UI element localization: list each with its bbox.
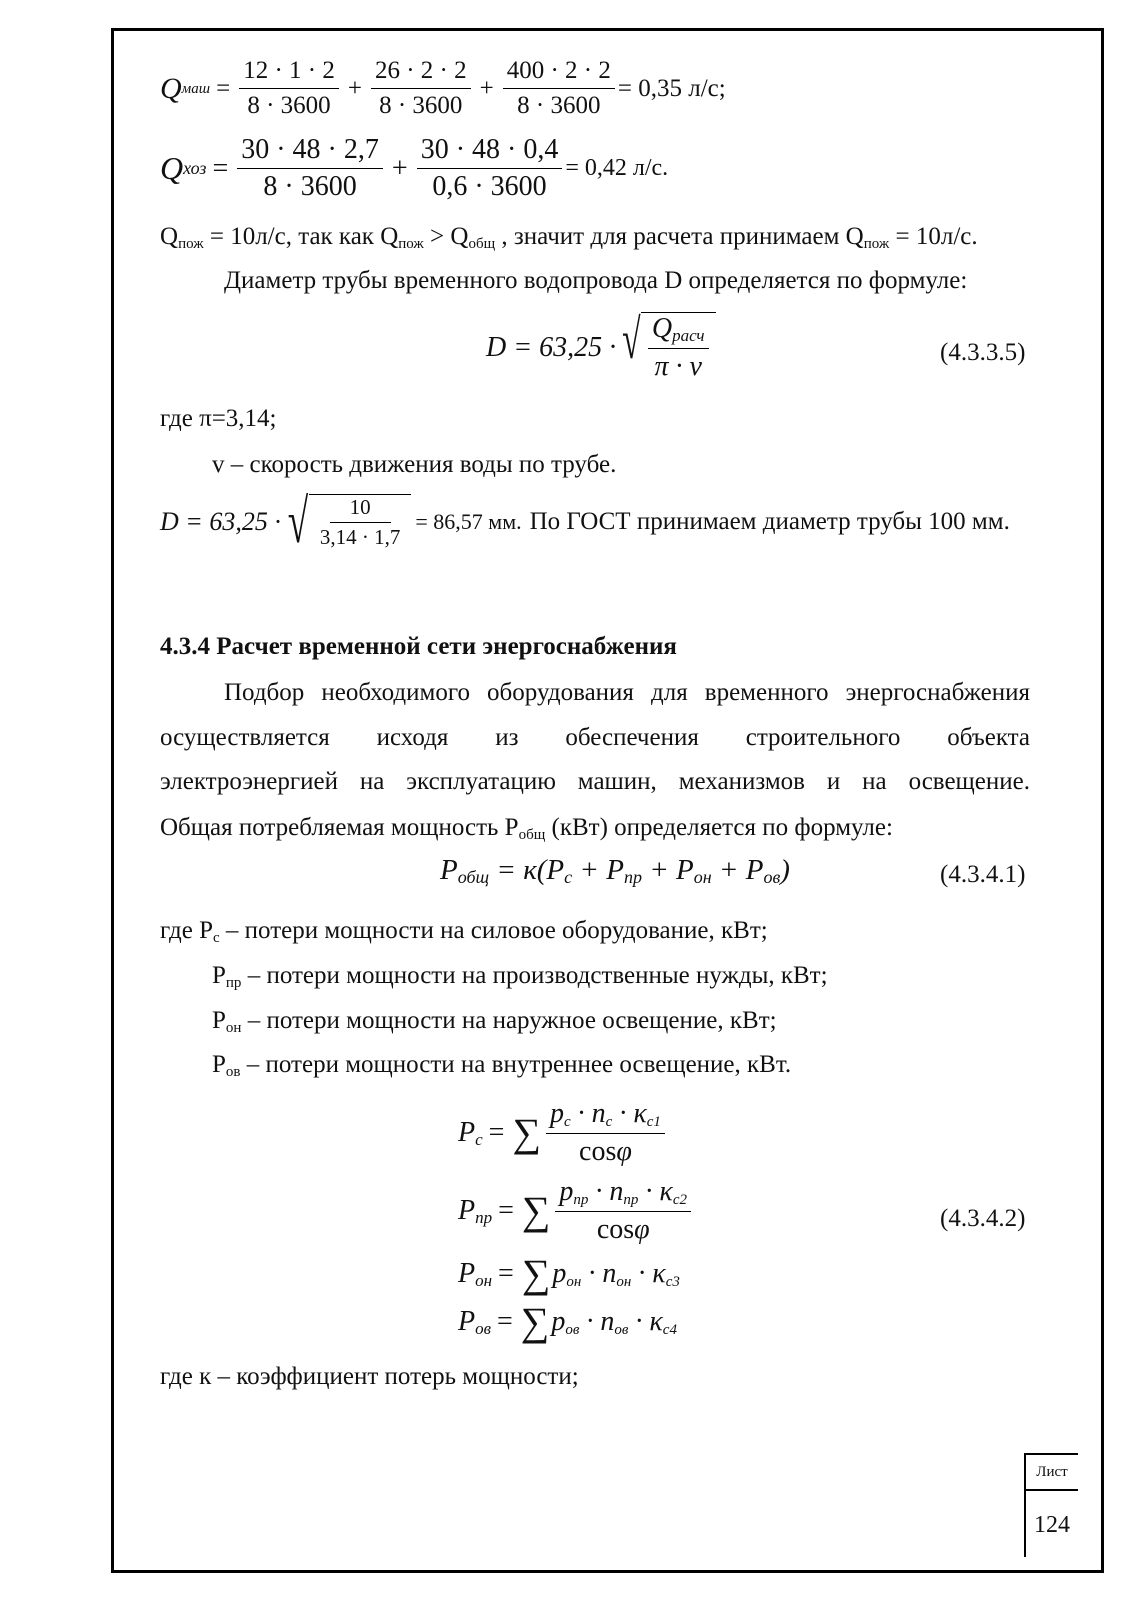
page-number: 124: [1034, 1511, 1070, 1538]
equation-number-4-3-4-2: (4.3.4.2): [940, 1205, 1026, 1232]
sheet-label: Лист: [1026, 1455, 1078, 1491]
q-mash-term-1: $\frac{12 \cdot 1 \cdot 2}{8 \cdot 3600}$: [239, 56, 339, 121]
where-pi: где π=3,14;: [160, 405, 277, 432]
q-mash-lhs: Q: [160, 71, 182, 105]
q-hoz-term-2: $\frac{30 \cdot 48 \cdot 0,4}{0,6 \cdot 3600}$: [417, 134, 563, 203]
d-calc-result: = 86,57 мм.: [415, 509, 522, 534]
sheet-stamp: [1024, 1453, 1078, 1557]
q-mash-term-3: $\frac{400 \cdot 2 \cdot 2}{8 \cdot 3600}$: [503, 56, 615, 121]
d-formula-sqrt: √ $\frac{Q_{расч}}{\pi \cdot v}$: [616, 312, 715, 383]
para-line-2: осуществляется исходя из обеспечения строительного объекта: [160, 724, 1030, 751]
formula-q-hoz: Q хоз = $\frac{30 \cdot 48 \cdot 2,7}{8 \cdot 3600}$ + $\frac{30 \cdot 48 \cdot 0,4}{0,6 \cdot 3600}$ = 0,42 л/с.: [160, 134, 669, 202]
formula-p-c: $P_с$ = ∑ $\frac{p_с \cdot n_с \cdot \kappa_{с1}}{\cos\varphi}$: [458, 1098, 668, 1168]
q-hoz-lhs: Q: [160, 150, 184, 186]
formula-p-on: $P_{он}$ = ∑ $p_{он} \cdot n_{он} \cdot \kappa_{с3}$: [458, 1251, 680, 1296]
q-mash-lhs-sub: маш: [181, 80, 211, 97]
para-line-1: Подбор необходимого оборудования для временного энергоснабжения: [224, 679, 1030, 706]
equation-number-4-3-3-5: (4.3.3.5): [940, 339, 1026, 366]
q-mash-result: = 0,35 л/с;: [617, 74, 726, 102]
q-mash-term-2: $\frac{26 \cdot 2 \cdot 2}{8 \cdot 3600}$: [371, 56, 471, 121]
q-pozh-line: $Q_{пож} = 10л/с$, так как $Q_{пож} > Q_{общ}$ , значит для расчета принимаем $Q_{пож} = 10л/с$.: [160, 223, 978, 252]
where-pon: $P_{он}$ – потери мощности на наружное освещение, кВт;: [212, 1007, 777, 1036]
q-hoz-lhs-sub: хоз: [183, 158, 207, 178]
gost-text: По ГОСТ принимаем диаметр трубы 100 мм.: [529, 508, 1010, 535]
q-hoz-term-1: $\frac{30 \cdot 48 \cdot 2,7}{8 \cdot 3600}$: [237, 134, 383, 203]
section-heading: 4.3.4 Расчет временной сети энергоснабжения: [160, 633, 677, 660]
formula-q-mash: Q маш = $\frac{12 \cdot 1 \cdot 2}{8 \cdot 3600}$ + $\frac{26 \cdot 2 \cdot 2}{8 \cdot 3600}$ + $\frac{400 \cdot 2 \cdot 2}{8 \cdot 3600}$ = 0,35 л/с;: [160, 57, 726, 119]
para-line-3: электроэнергией на эксплуатацию машин, механизмов и на освещение.: [160, 768, 1030, 795]
formula-d: [486, 309, 716, 383]
d-formula-lhs: D = 63,25 ·: [486, 331, 617, 363]
equation-number-4-3-4-1: (4.3.4.1): [940, 861, 1026, 888]
where-v: v – скорость движения воды по трубе.: [212, 451, 617, 478]
where-k: где к – коэффициент потерь мощности;: [160, 1363, 579, 1390]
formula-d-calc: [160, 488, 1010, 556]
d-calc-sqrt: √ $\frac{10}{3,14 \cdot 1,7}$: [281, 494, 412, 550]
where-pc: где $P_с$ – потери мощности на силовое оборудование, кВт;: [160, 917, 768, 946]
where-pov: $P_{ов}$ – потери мощности на внутреннее освещение, кВт.: [212, 1051, 792, 1080]
formula-p-ov: $P_{ов}$ = ∑ $p_{ов} \cdot n_{ов} \cdot \kappa_{с4}$: [458, 1299, 677, 1344]
para-line-4: Общая потребляемая мощность $P_{общ}$ (кВт) определяется по формуле:: [160, 814, 893, 843]
formula-p-total: $P_{общ} = к(P_с + P_{пр} + P_{он} + P_{ов})$: [440, 854, 790, 887]
d-calc-lhs: D = 63,25 ·: [160, 507, 281, 536]
diameter-intro: Диаметр трубы временного водопровода D определяется по формуле:: [224, 267, 968, 294]
where-ppr: $P_{пр}$ – потери мощности на производственные нужды, кВт;: [212, 962, 828, 991]
formula-p-pr: $P_{пр}$ = ∑ $\frac{p_{пр} \cdot n_{пр} \cdot \kappa_{с2}}{\cos\varphi}$: [458, 1176, 694, 1246]
q-hoz-result: = 0,42 л/с.: [565, 155, 669, 181]
